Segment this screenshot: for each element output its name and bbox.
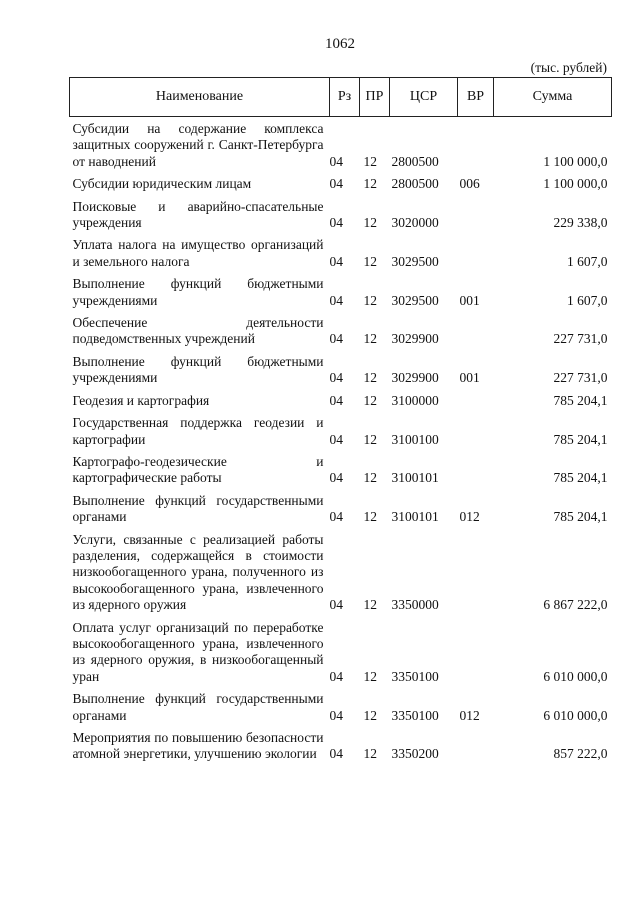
row-pr: 12 [363,153,377,169]
table-row [70,117,612,177]
row-vr [458,199,494,238]
table-row [70,620,612,692]
table-row [70,237,612,276]
row-csr: 3100101 [391,509,439,525]
header-name: Наименование [70,78,330,117]
row-vr [458,620,494,692]
row-rz: 04 [329,331,343,347]
row-csr: 2800500 [391,153,439,169]
table-row [70,415,612,454]
row-sum: 227 731,0 [553,331,608,347]
table-row [70,354,612,393]
row-pr: 12 [363,707,377,723]
row-name: Поисковые и аварийно-спасательные учреждения [72,198,324,231]
row-vr [458,117,494,177]
table-row [70,454,612,493]
page-number: 1062 [325,36,355,52]
row-csr: 3350100 [391,707,439,723]
row-sum: 6 010 000,0 [543,668,608,684]
header-rz: Рз [330,78,360,117]
row-rz: 04 [329,153,343,169]
row-vr [458,454,494,493]
row-rz: 04 [329,746,343,762]
row-csr: 3350100 [391,668,439,684]
row-rz: 04 [329,431,343,447]
row-csr: 3020000 [391,215,439,231]
row-csr: 3100000 [391,392,439,408]
table-row [70,176,612,198]
row-sum: 857 222,0 [553,746,608,762]
row-name: Уплата налога на имущество организаций и земельного налога [72,237,324,269]
row-pr: 12 [363,215,377,231]
row-name: Выполнение функций государственными органами [72,492,324,525]
units-label: (тыс. рублей) [530,60,607,75]
row-pr: 12 [363,470,377,486]
header-sum: Сумма [494,78,612,117]
row-rz: 04 [329,215,343,231]
row-sum: 1 100 000,0 [543,176,608,192]
row-csr: 3350000 [391,597,439,613]
row-pr: 12 [363,176,377,192]
row-name: Картографо-геодезические и картографические работы [72,453,324,486]
row-sum: 785 204,1 [553,470,608,486]
row-rz: 04 [329,597,343,613]
row-vr [458,237,494,276]
row-pr: 12 [363,746,377,762]
row-pr: 12 [363,431,377,447]
table-row [70,393,612,415]
row-sum: 6 867 222,0 [543,597,608,613]
row-rz: 04 [329,253,343,269]
row-vr: 012 [459,707,480,723]
row-csr: 3029900 [391,331,439,347]
row-name: Выполнение функций государственными органами [72,691,324,723]
row-pr: 12 [363,253,377,269]
row-rz: 04 [329,470,343,486]
row-rz: 04 [329,392,343,408]
table-row [70,199,612,238]
row-sum: 227 731,0 [553,370,608,386]
row-vr [458,730,494,769]
table-header-row [70,78,612,117]
row-rz: 04 [329,707,343,723]
row-csr: 2800500 [391,176,439,192]
table-row [70,315,612,354]
row-rz: 04 [329,668,343,684]
row-pr: 12 [363,668,377,684]
row-pr: 12 [363,292,377,308]
row-name: Выполнение функций бюджетными учреждениями [72,353,324,386]
row-pr: 12 [363,392,377,408]
row-sum: 785 204,1 [553,509,608,525]
header-pr: ПР [360,78,390,117]
row-rz: 04 [329,509,343,525]
row-vr [458,532,494,620]
row-rz: 04 [329,292,343,308]
row-name: Услуги, связанные с реализацией работы разделения, содержащейся в стоимости низкообогащенного урана, полученного из высокообогащенного урана, извлеченного из ядерного оружия [72,531,324,613]
row-vr: 001 [459,292,480,308]
row-sum: 1 607,0 [567,292,608,308]
row-pr: 12 [363,597,377,613]
table-row [70,493,612,532]
row-name: Государственная поддержка геодезии и картографии [72,415,324,447]
row-sum: 229 338,0 [553,215,608,231]
row-name: Субсидии на содержание комплекса защитных сооружений г. Санкт-Петербурга от наводнений [72,121,324,169]
row-pr: 12 [363,509,377,525]
table-row [70,532,612,620]
row-sum: 1 100 000,0 [543,153,608,169]
row-csr: 3029500 [391,292,439,308]
row-sum: 785 204,1 [553,431,608,447]
table-row [70,730,612,769]
row-csr: 3029900 [391,370,439,386]
row-name: Мероприятия по повышению безопасности атомной энергетики, улучшению экологии [72,730,324,762]
row-sum: 785 204,1 [553,392,608,408]
row-pr: 12 [363,331,377,347]
row-vr: 012 [459,509,480,525]
row-name: Обеспечение деятельности подведомственных учреждений [72,315,324,347]
row-name: Субсидии юридическим лицам [72,176,252,192]
header-vr: ВР [458,78,494,117]
header-csr: ЦСР [390,78,458,117]
row-rz: 04 [329,370,343,386]
row-name: Выполнение функций бюджетными учреждениями [72,276,324,308]
row-pr: 12 [363,370,377,386]
row-vr [458,315,494,354]
row-csr: 3350200 [391,746,439,762]
table-row [70,691,612,730]
row-name: Геодезия и картография [72,392,210,408]
row-vr [458,393,494,415]
row-csr: 3029500 [391,253,439,269]
row-name: Оплата услуг организаций по переработке высокообогащенного урана, извлеченного из ядерного оружия, в низкообогащенный уран [72,619,324,684]
row-vr: 006 [459,176,480,192]
row-sum: 6 010 000,0 [543,707,608,723]
row-vr [458,415,494,454]
row-csr: 3100100 [391,431,439,447]
row-sum: 1 607,0 [567,253,608,269]
table-row [70,276,612,315]
row-vr: 001 [459,370,480,386]
row-rz: 04 [329,176,343,192]
budget-table [69,77,612,769]
row-csr: 3100101 [391,470,439,486]
